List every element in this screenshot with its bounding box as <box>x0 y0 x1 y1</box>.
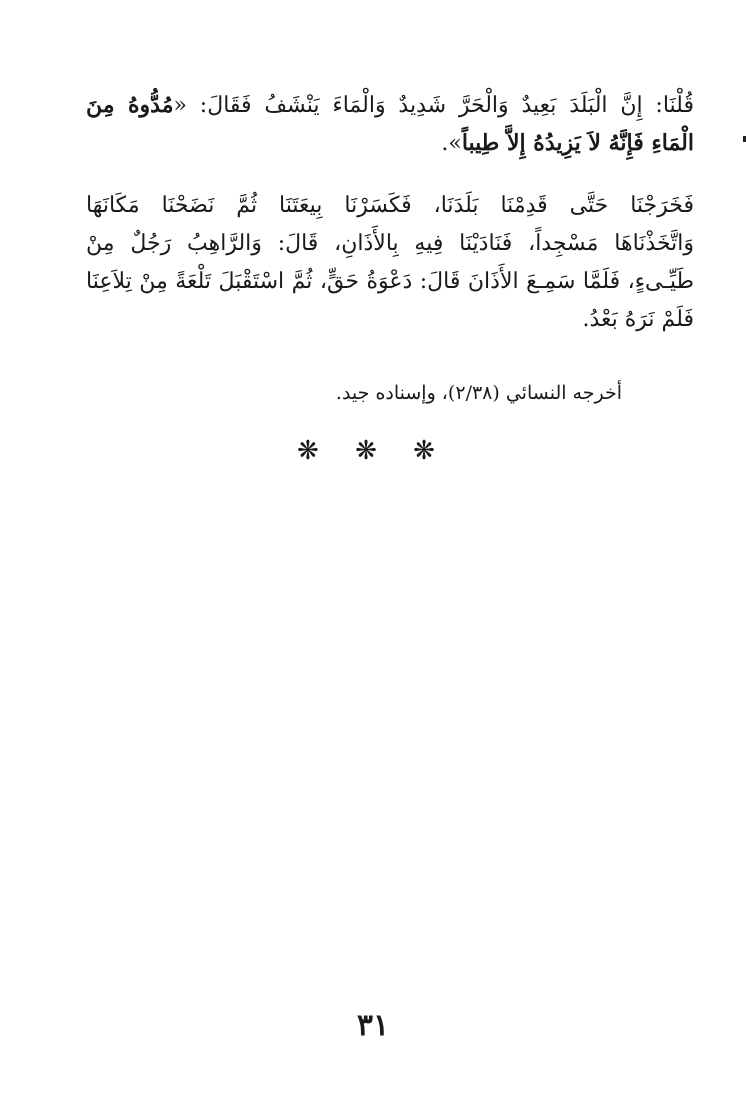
page-number: ٣١ <box>356 1008 390 1043</box>
text-line: فَلَمْ نَرَهُ بَعْدُ. <box>582 307 694 332</box>
quote-bold-span: مُدُّوهُ مِنَ <box>86 92 174 118</box>
text-line: طَيِّـىءٍ، فَلَمَّا سَمِـعَ الأَذَانَ قَالَ: دَعْوَةُ حَقٍّ، ثُمَّ اسْتَقْبَلَ تَلْعَةً مِنْ تِلاَعِنَا <box>86 269 694 294</box>
text-line: وَاتَّخَذْنَاهَا مَسْجِداً، فَنَادَيْنَا فِيهِ بِالأَذَانِ، قَالَ: وَالرَّاهِبُ رَجُلٌ مِنْ <box>86 231 694 256</box>
source-footnote: أخرجه النسائي (٢/٣٨)، وإسناده جيد. <box>335 382 622 404</box>
hadith-paragraph-1 <box>86 86 694 162</box>
quote-bold-span: الْمَاءِ فَإِنَّهُ لاَ يَزِيدُهُ إِلاَّ طِيباً <box>461 130 694 156</box>
text-line <box>86 124 694 162</box>
text-line <box>86 86 694 124</box>
section-separator: ❋ ❋ ❋ <box>297 436 449 466</box>
text-line: فَخَرَجْنَا حَتَّى قَدِمْنَا بَلَدَنَا، فَكَسَرْنَا بِيعَتَنَا ثُمَّ نَضَحْنَا مَكَانَهَا <box>86 193 694 218</box>
text-span: ». <box>441 131 462 156</box>
hadith-paragraph-2 <box>86 187 694 339</box>
text-span: قُلْنَا: إِنَّ الْبَلَدَ بَعِيدٌ وَالْحَرَّ شَدِيدٌ وَالْمَاءَ يَنْشَفُ فَقَالَ: « <box>173 93 694 118</box>
